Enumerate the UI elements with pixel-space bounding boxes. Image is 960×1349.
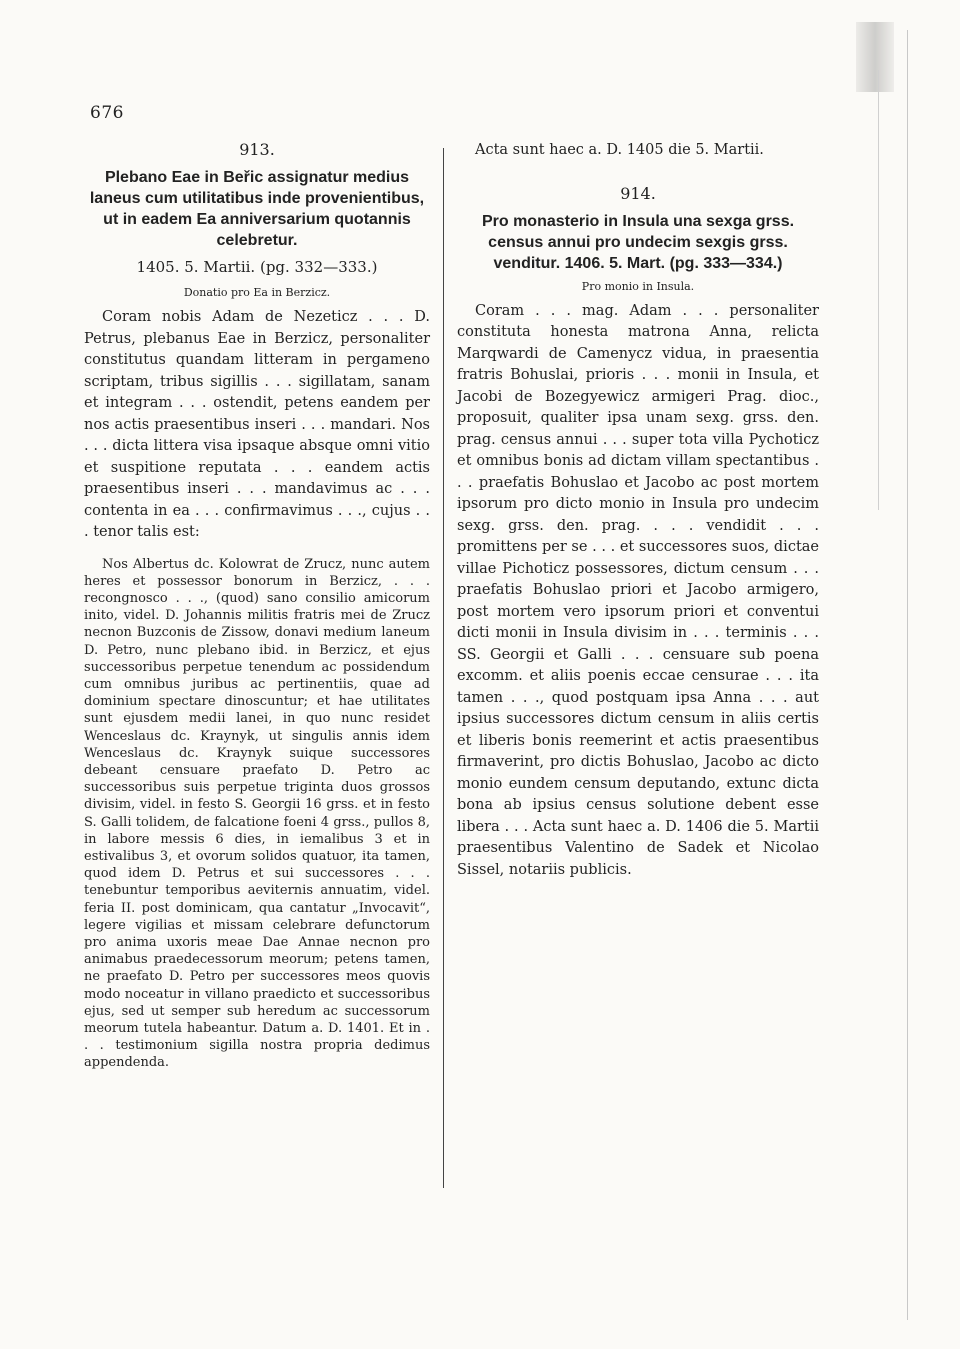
marginal-title: Pro monio in Insula. — [581, 279, 695, 293]
entry-number: 913. — [239, 140, 275, 159]
page-edge-line — [878, 70, 879, 510]
column-divider — [443, 148, 444, 1188]
marginal-title: Donatio pro Ea in Berzicz. — [183, 286, 331, 299]
right-column — [457, 140, 819, 881]
page-number: 676 — [90, 103, 124, 123]
scan-edge-shadow — [856, 22, 894, 92]
charter-text: Nos Albertus dc. Kolowrat de Zrucz, nunc autem heres et possessor bonorum in Berzicz, . . . recongnosco . . ., (quod) sano consilio amicorum inito, videl. D. Johannis militis fratris mei de Zrucz necnon Buzconis de Zissow, donavi medium laneum D. Petro, nunc plebano ibid. in Berzicz, et ejus successoribus perpetue tenendum ac possidendum cum omnibus juribus ac pertinentiis, quae ad dominium spectare dinoscuntur; et hae utilitates sunt ejusdem medii lanei, in quo nunc residet Wenceslaus dc. Kraynyk, ut singulis annis idem Wenceslaus dc. Kraynyk suique successores debeant censuare praefato D. Petro ac successoribus suis perpetue triginta duos grossos divisim, videl. in festo S. Georgii 16 grss. et in festo S. Galli tolidem, de falcatione foeni 4 grss., pullos 8, in labore messis 6 dies, in iemalibus 3 et in estivalibus 3, et ovorum solidos quatuor, ita tamen, quod idem D. Petrus et sui successores . . . tenebuntur temporibus aeviternis annuatim, videl. feria II. post dominicam, qua cantatur „Invocavit“, legere vigilias et missam celebrare defunctorum pro anima uxoris meae Dae Annae necnon pro animabus praedecessorum meorum; petens tamen, ne praefato D. Petro per successores meos quovis modo noceatur in villano praedicto et successoribus ejus, sed ut semper sub heredum ac successorum meorum tutela habeantur. Datum a. D. 1401. Et in . . . testimonium sigilla nostra propria dedimus appendenda. — [84, 556, 430, 1071]
entry-date: 1405. 5. Martii. (pg. 332—333.) — [136, 258, 378, 276]
acta-line: Acta sunt haec a. D. 1405 die 5. Martii. — [475, 142, 764, 158]
page-edge-line — [907, 30, 908, 1320]
entry-text: Coram nobis Adam de Nezeticz . . . D. Petrus, plebanus Eae in Berzicz, personaliter constitutus quandam litteram in pergameno scriptam, tribus sigillis . . . sigillatam, sanam et integram . . . ostendit, petens eandem per nos actis praesentibus inseri . . . mandari. Nos . . . dicta littera visa ipsaque absque omni vitio et suspitione reputata . . . eandem actis praesentibus inseri . . . mandavimus ac . . . contenta in ea . . . confirmavimus . . ., cujus . . . tenor talis est: — [84, 309, 430, 540]
entry-number: 914. — [620, 183, 656, 203]
entry-heading: Plebano Eae in Beřic assignatur medius laneus cum utilitatibus inde provenientibus, ut in eadem Ea anniversarium quotannis celebretur. — [89, 169, 425, 249]
entry-heading: Pro monasterio in Insula una sexga grss. census annui pro undecim sexgis grss. venditur. 1406. 5. Mart. (pg. 333—334.) — [481, 212, 795, 272]
entry-text: Coram . . . mag. Adam . . . personaliter constituta honesta matrona Anna, relicta Marqwardi de Camenycz vidua, in praesentia fratris Bohuslai, prioris . . . monii in Insula, et Jacobi de Bozegyewicz armigeri Prag. dioc., proposuit, qualiter ipsa unam sexg. grss. den. prag. census annui . . . super tota villa Pychoticz et omnibus bonis ad dictam villam spectantibus . . . praefatis Bohuslao et Jacobo ac post mortem ipsorum pro dicto monio in Insula pro undecim sexg. grss. den. prag. . . . vendidit . . . promittens per se . . . et successores suos, dictae villae Pichoticz possessores, dictum censum . . . praefatis Bohuslao priori et Jacobo armigero, post mortem vero ipsorum priori et conventui dicti monii in Insula divisim in . . . terminis . . . SS. Georgii et Galli . . . censuare sub poena excomm. et aliis poenis eccae censurae . . . ita tamen . . ., quod postquam ipsa Anna . . . aut ipsius successores dictum censum in aliis certis et liberis bonis reemerint et actis praesentibus firmaverint, pro dictis Bohuslao, Jacobo ac dicto monio eundem censum deputando, extunc dicta bona ab ipsius census solutione debent esse libera . . . Acta sunt haec a. D. 1406 die 5. Martii praesentibus Valentino de Sadek et Nicolao Sissel, notariis publicis. — [457, 302, 819, 878]
left-column — [84, 140, 430, 1072]
